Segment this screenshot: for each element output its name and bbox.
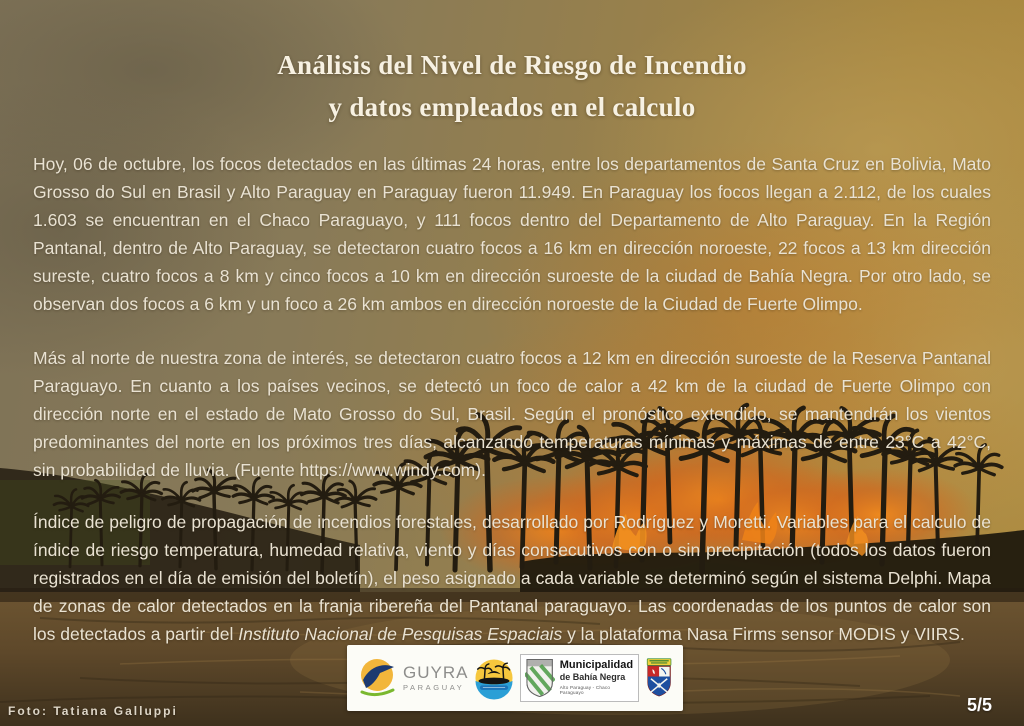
- municipalidad-line3: Alto Paraguay - Chaco Paraguayo: [559, 685, 611, 695]
- page-number: 5/5: [966, 695, 992, 715]
- title-line-1: Análisis del Nivel de Riesgo de Incendio: [277, 50, 747, 80]
- paragraph-indice-peligro: [33, 508, 991, 648]
- paragraph-indice-tail: y la plataforma Nasa Firms sensor MODIS y VIIRS.: [562, 624, 965, 644]
- municipalidad-line2: de Bahía Negra: [559, 671, 626, 682]
- page-title: [33, 44, 991, 128]
- logo-strip: [347, 645, 683, 711]
- guyra-subname: PARAGUAY: [403, 683, 465, 693]
- guyra-paraguay-logo: [357, 656, 468, 700]
- guyra-name: GUYRA: [403, 663, 469, 683]
- paragraph-pronostico: Más al norte de nuestra zona de interés, se detectaron cuatro focos a 12 km en dirección suroeste de la Reserva Pantanal Paraguayo. En cuanto a los países vecinos, se detectó un foco de calor a 42 km de la ciudad de Fuerte Olimpo con dirección norte en el estado de Mato Grosso do Sul, Brasil. Según el pronóstico extendido, se mantendrán los vientos predominantes del norte en los próximos tres días, alcanzando temperaturas mínimas y máximas de entre 23°C a 42°C, sin probabilidad de lluvia. (Fuente https://www.windy.com).: [33, 348, 991, 480]
- paragraph-indice-text: Índice de peligro de propagación de incendios forestales, desarrollado por Rodríguez y Moretti. Variables para el calculo de índice de riesgo temperatura, humedad relativa, viento y días consecutivos con o sin precipitación (todos los datos fueron registrados en el día de emisión del boletín), el peso asignado a cada variable se determinó según el sistema Delphi. Mapa de zonas de calor detectados en la franja ribereña del Pantanal paraguayo. Las coordenadas de los puntos de calor son los detectados a partir del: [33, 512, 991, 644]
- title-line-2: y datos empleados en el calculo: [328, 92, 696, 122]
- municipalidad-text: [560, 660, 634, 696]
- bulletin-content: [33, 0, 991, 648]
- photo-credit: Foto: Tatiana Galluppi: [8, 704, 178, 718]
- inpe-italic-name: Instituto Nacional de Pesquisas Espaciais: [238, 624, 563, 644]
- municipalidad-bahia-negra-logo: [520, 654, 638, 702]
- municipalidad-shield-icon: [525, 657, 554, 699]
- paragraph-focos-detectados: Hoy, 06 de octubre, los focos detectados en las últimas 24 horas, entre los departamentos de Santa Cruz en Bolivia, Mato Grosso do Sul en Brasil y Alto Paraguay en Paraguay fueron 11.949. En Paraguay los focos llegan a 2.112, de los cuales 1.603 se encuentran en el Chaco Paraguayo, y 111 focos dentro del Departamento de Alto Paraguay. En la Región Pantanal, dentro de Alto Paraguay, se detectaron cuatro focos a 16 km en dirección noroeste, 22 focos a 13 km dirección sureste, cuatro focos a 8 km y cinco focos a 10 km en dirección suroeste de la ciudad de Bahía Negra. Por otro lado, se observan dos focos a 6 km y un foco a 26 km ambos en dirección noroeste de la Ciudad de Fuerte Olimpo.: [33, 154, 991, 314]
- heraldic-crest-icon: [645, 651, 673, 705]
- guyra-wordmark: [403, 664, 468, 692]
- reserve-round-logo-icon: [474, 651, 514, 705]
- guyra-bird-icon: [357, 656, 399, 700]
- municipalidad-line1: Municipalidad: [559, 659, 634, 672]
